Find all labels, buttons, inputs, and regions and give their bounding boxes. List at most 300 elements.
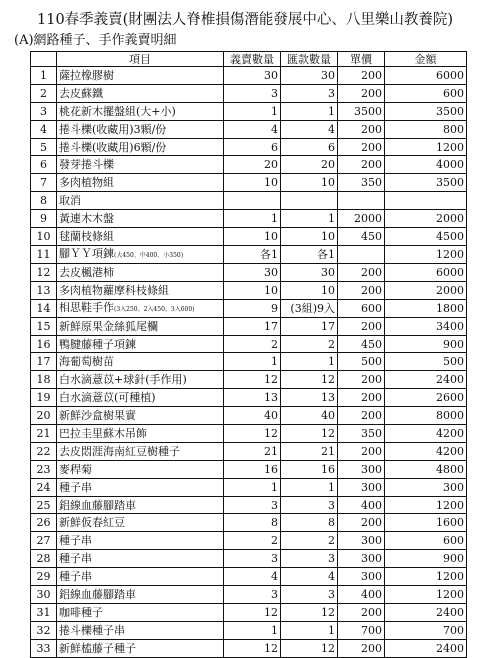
item-name-cell <box>57 371 224 389</box>
item-name: 海葡萄樹苗 <box>59 355 114 369</box>
unit-price-cell <box>338 586 385 604</box>
amount-cell <box>385 407 467 425</box>
sale-quantity-cell <box>224 335 281 353</box>
unit-price-cell <box>338 621 385 639</box>
item-name-cell <box>57 550 224 568</box>
item-name: 鴨腱藤種子項鍊 <box>59 337 136 351</box>
row-number-cell <box>31 460 57 478</box>
table-row <box>31 478 467 496</box>
item-name-cell <box>57 603 224 621</box>
unit-price-cell <box>338 389 385 407</box>
amount: 300 <box>443 480 464 494</box>
sale-quantity: 9 <box>271 301 278 315</box>
sale-quantity: 1 <box>271 355 278 369</box>
paid-quantity-cell <box>281 371 338 389</box>
row-number: 14 <box>36 301 51 315</box>
amount: 2000 <box>436 212 464 226</box>
item-name: 種子串 <box>59 534 92 548</box>
paid-quantity-cell <box>281 568 338 586</box>
row-number-cell <box>31 281 57 299</box>
table-row <box>31 102 467 120</box>
paid-quantity-cell <box>281 586 338 604</box>
item-name: 捲斗櫟(收藏用)3顆/份 <box>59 122 167 136</box>
item-name: 新鮮仮春紅豆 <box>59 516 125 530</box>
unit-price: 200 <box>361 516 382 530</box>
amount: 900 <box>443 337 464 351</box>
paid-quantity-cell <box>281 460 338 478</box>
row-number: 7 <box>40 176 47 190</box>
row-number: 3 <box>40 104 47 118</box>
amount-cell <box>385 263 467 281</box>
paid-quantity: 12 <box>321 605 335 619</box>
paid-quantity: 2 <box>328 534 335 548</box>
row-number-cell <box>31 478 57 496</box>
amount-cell <box>385 550 467 568</box>
amount-cell <box>385 138 467 156</box>
paid-quantity-cell <box>281 156 338 174</box>
amount-cell <box>385 603 467 621</box>
item-name-cell <box>57 263 224 281</box>
amount-cell <box>385 67 467 85</box>
amount-cell <box>385 102 467 120</box>
amount: 1200 <box>436 247 464 261</box>
paid-quantity-cell <box>281 389 338 407</box>
paid-quantity: 4 <box>328 570 335 584</box>
sale-quantity: 10 <box>264 229 278 243</box>
paid-quantity-cell <box>281 514 338 532</box>
amount-cell <box>385 389 467 407</box>
paid-quantity: 30 <box>321 265 335 279</box>
amount: 900 <box>443 552 464 566</box>
row-number-cell <box>31 156 57 174</box>
item-note: (大450、中400、小350) <box>114 251 184 259</box>
paid-quantity-cell <box>281 317 338 335</box>
sale-quantity-cell <box>224 550 281 568</box>
unit-price: 450 <box>361 229 382 243</box>
row-number: 32 <box>36 623 51 637</box>
item-name-cell <box>57 102 224 120</box>
paid-quantity: 1 <box>328 212 335 226</box>
sale-quantity-cell <box>224 138 281 156</box>
item-name-cell <box>57 586 224 604</box>
table-row <box>31 228 467 246</box>
amount: 800 <box>443 122 464 136</box>
unit-price: 200 <box>361 86 382 100</box>
unit-price: 200 <box>361 444 382 458</box>
paid-quantity: 10 <box>321 229 335 243</box>
paid-quantity-cell <box>281 442 338 460</box>
paid-quantity-cell <box>281 353 338 371</box>
row-number: 17 <box>36 355 51 369</box>
item-name: 多肉植物蘿摩科枝條組 <box>59 283 169 297</box>
paid-quantity: 3 <box>328 587 335 601</box>
item-name-cell <box>57 120 224 138</box>
table-row <box>31 174 467 192</box>
unit-price-cell <box>338 67 385 85</box>
amount: 4200 <box>436 426 464 440</box>
amount-cell <box>385 317 467 335</box>
unit-price: 400 <box>361 587 382 601</box>
paid-quantity: 30 <box>321 68 335 82</box>
sale-quantity: 4 <box>271 122 278 136</box>
sale-quantity-cell <box>224 496 281 514</box>
table-row <box>31 603 467 621</box>
row-number-cell <box>31 210 57 228</box>
amount-cell <box>385 460 467 478</box>
amount-cell <box>385 156 467 174</box>
amount: 2400 <box>436 605 464 619</box>
unit-price-cell <box>338 353 385 371</box>
item-name-cell <box>57 568 224 586</box>
row-number-cell <box>31 496 57 514</box>
paid-quantity-cell <box>281 245 338 263</box>
unit-price-cell <box>338 603 385 621</box>
item-name: 鋁線血藤腳踏車 <box>59 587 136 601</box>
sale-quantity-cell <box>224 84 281 102</box>
paid-quantity-cell <box>281 138 338 156</box>
sale-quantity: 1 <box>271 480 278 494</box>
sale-quantity-cell <box>224 389 281 407</box>
paid-quantity-cell <box>281 120 338 138</box>
table-row <box>31 371 467 389</box>
row-number-cell <box>31 120 57 138</box>
unit-price: 200 <box>361 122 382 136</box>
paid-quantity: 各1 <box>317 247 335 261</box>
amount-cell <box>385 371 467 389</box>
paid-quantity: 12 <box>321 426 335 440</box>
paid-quantity: 3 <box>328 86 335 100</box>
table-row <box>31 120 467 138</box>
unit-price-cell <box>338 335 385 353</box>
row-number-cell <box>31 299 57 317</box>
paid-quantity-cell <box>281 192 338 210</box>
paid-quantity: 40 <box>321 409 335 423</box>
item-name-cell <box>57 138 224 156</box>
sale-quantity-cell <box>224 210 281 228</box>
sale-quantity: 12 <box>264 426 278 440</box>
table-row <box>31 210 467 228</box>
row-number: 8 <box>40 194 47 208</box>
sale-quantity: 12 <box>264 373 278 387</box>
paid-quantity: 10 <box>321 283 335 297</box>
item-name-cell <box>57 496 224 514</box>
paid-quantity: 6 <box>328 140 335 154</box>
sale-quantity: 1 <box>271 623 278 637</box>
item-name: 相思鞋手作 <box>59 300 114 314</box>
table-row <box>31 442 467 460</box>
unit-price: 350 <box>361 426 382 440</box>
amount: 1200 <box>436 570 464 584</box>
item-name: 捲斗櫟種子串 <box>59 623 125 637</box>
row-number: 21 <box>36 426 51 440</box>
sale-quantity-cell <box>224 192 281 210</box>
paid-quantity: 21 <box>321 444 335 458</box>
amount: 2400 <box>436 373 464 387</box>
item-name: 薩拉橡膠樹 <box>59 68 114 82</box>
sale-quantity: 12 <box>264 641 278 655</box>
item-name: 發芽捲斗櫟 <box>59 158 114 172</box>
unit-price: 200 <box>361 641 382 655</box>
sale-quantity-cell <box>224 120 281 138</box>
paid-quantity-cell <box>281 603 338 621</box>
row-number: 19 <box>36 391 51 405</box>
row-number: 1 <box>40 68 47 82</box>
amount-cell <box>385 174 467 192</box>
unit-price-cell <box>338 120 385 138</box>
paid-quantity: 1 <box>328 480 335 494</box>
paid-quantity: 13 <box>321 391 335 405</box>
paid-quantity-cell <box>281 478 338 496</box>
amount: 4800 <box>436 462 464 476</box>
unit-price: 300 <box>361 570 382 584</box>
paid-quantity-cell <box>281 425 338 443</box>
row-number-cell <box>31 389 57 407</box>
amount: 6000 <box>436 68 464 82</box>
amount: 2000 <box>436 283 464 297</box>
row-number-cell <box>31 67 57 85</box>
row-number: 18 <box>36 373 51 387</box>
unit-price-cell <box>338 102 385 120</box>
sale-quantity-cell <box>224 281 281 299</box>
amount-cell <box>385 478 467 496</box>
row-number-cell <box>31 550 57 568</box>
paid-quantity: 12 <box>321 373 335 387</box>
table-row <box>31 353 467 371</box>
unit-price: 700 <box>361 623 382 637</box>
unit-price: 300 <box>361 480 382 494</box>
paid-quantity: (3組)9入 <box>290 301 335 315</box>
sale-quantity-cell <box>224 67 281 85</box>
item-name: 腳ＹＹ項鍊 <box>59 246 114 260</box>
unit-price-cell <box>338 317 385 335</box>
unit-price-cell <box>338 210 385 228</box>
unit-price-cell <box>338 371 385 389</box>
item-name: 白水滴薏苡(可種植) <box>59 391 156 405</box>
amount-cell <box>385 84 467 102</box>
unit-price: 2000 <box>354 212 382 226</box>
row-number: 10 <box>36 229 51 243</box>
item-name: 取消 <box>59 194 81 208</box>
item-name: 咖啡種子 <box>59 605 103 619</box>
header-no <box>31 52 57 67</box>
table-row <box>31 335 467 353</box>
row-number-cell <box>31 192 57 210</box>
sale-quantity-cell <box>224 353 281 371</box>
paid-quantity: 1 <box>328 623 335 637</box>
row-number: 2 <box>40 86 47 100</box>
table-row <box>31 550 467 568</box>
amount: 500 <box>443 355 464 369</box>
row-number-cell <box>31 317 57 335</box>
amount: 3500 <box>436 104 464 118</box>
amount: 4500 <box>436 229 464 243</box>
unit-price: 200 <box>361 319 382 333</box>
sale-quantity: 1 <box>271 212 278 226</box>
item-name-cell <box>57 532 224 550</box>
sale-quantity: 40 <box>264 409 278 423</box>
sale-quantity: 4 <box>271 570 278 584</box>
amount-cell <box>385 568 467 586</box>
amount-cell <box>385 586 467 604</box>
paid-quantity: 10 <box>321 176 335 190</box>
row-number: 13 <box>36 283 51 297</box>
table-row <box>31 389 467 407</box>
amount: 1600 <box>436 516 464 530</box>
paid-quantity-cell <box>281 67 338 85</box>
row-number: 4 <box>40 122 47 136</box>
row-number: 27 <box>36 534 51 548</box>
amount: 4000 <box>436 158 464 172</box>
row-number: 22 <box>36 444 51 458</box>
unit-price-cell <box>338 639 385 657</box>
item-name: 種子串 <box>59 570 92 584</box>
sale-quantity-cell <box>224 425 281 443</box>
table-row <box>31 568 467 586</box>
item-name-cell <box>57 407 224 425</box>
item-name-cell <box>57 639 224 657</box>
amount-cell <box>385 245 467 263</box>
paid-quantity-cell <box>281 210 338 228</box>
row-number-cell <box>31 639 57 657</box>
row-number-cell <box>31 263 57 281</box>
row-number: 30 <box>36 587 51 601</box>
amount-cell <box>385 353 467 371</box>
amount: 1800 <box>436 301 464 315</box>
table-row <box>31 407 467 425</box>
amount-cell <box>385 639 467 657</box>
row-number: 25 <box>36 498 51 512</box>
unit-price-cell <box>338 174 385 192</box>
header-sale-qty: 義賣數量 <box>224 52 281 67</box>
header-item: 項目 <box>57 52 224 67</box>
sale-quantity-cell <box>224 586 281 604</box>
paid-quantity-cell <box>281 281 338 299</box>
unit-price-cell <box>338 478 385 496</box>
item-name: 巴拉圭里蘇木吊飾 <box>59 426 147 440</box>
unit-price-cell <box>338 407 385 425</box>
table-row <box>31 532 467 550</box>
row-number-cell <box>31 425 57 443</box>
unit-price-cell <box>338 84 385 102</box>
item-name-cell <box>57 389 224 407</box>
row-number: 23 <box>36 462 51 476</box>
sale-quantity-cell <box>224 263 281 281</box>
row-number: 33 <box>36 641 51 655</box>
row-number: 6 <box>40 158 47 172</box>
row-number-cell <box>31 102 57 120</box>
unit-price-cell <box>338 532 385 550</box>
unit-price-cell <box>338 568 385 586</box>
sale-quantity-cell <box>224 407 281 425</box>
item-name-cell <box>57 353 224 371</box>
item-name-cell <box>57 281 224 299</box>
row-number: 16 <box>36 337 51 351</box>
unit-price-cell <box>338 245 385 263</box>
unit-price-cell <box>338 192 385 210</box>
row-number: 28 <box>36 552 51 566</box>
amount: 1200 <box>436 587 464 601</box>
unit-price-cell <box>338 442 385 460</box>
table-row <box>31 84 467 102</box>
sale-quantity-cell <box>224 245 281 263</box>
amount-cell <box>385 299 467 317</box>
amount-cell <box>385 621 467 639</box>
row-number-cell <box>31 586 57 604</box>
item-name-cell <box>57 210 224 228</box>
amount: 1200 <box>436 498 464 512</box>
sale-quantity-cell <box>224 532 281 550</box>
amount-cell <box>385 425 467 443</box>
unit-price-cell <box>338 514 385 532</box>
table-row <box>31 317 467 335</box>
amount: 600 <box>443 534 464 548</box>
sale-quantity-cell <box>224 156 281 174</box>
amount-cell <box>385 210 467 228</box>
amount-cell <box>385 192 467 210</box>
item-name-cell <box>57 442 224 460</box>
row-number-cell <box>31 371 57 389</box>
item-note: (3入250、2入450、3入600) <box>114 305 195 313</box>
amount: 3400 <box>436 319 464 333</box>
unit-price-cell <box>338 496 385 514</box>
unit-price-cell <box>338 263 385 281</box>
row-number: 9 <box>40 212 47 226</box>
sale-quantity-cell <box>224 174 281 192</box>
unit-price: 3500 <box>354 104 382 118</box>
sale-quantity-cell <box>224 442 281 460</box>
sale-quantity-cell <box>224 460 281 478</box>
row-number: 12 <box>36 265 51 279</box>
unit-price-cell <box>338 156 385 174</box>
row-number-cell <box>31 407 57 425</box>
item-name-cell <box>57 317 224 335</box>
unit-price-cell <box>338 228 385 246</box>
unit-price: 400 <box>361 498 382 512</box>
table-row <box>31 245 467 263</box>
unit-price: 200 <box>361 265 382 279</box>
unit-price-cell <box>338 138 385 156</box>
table-row <box>31 639 467 657</box>
row-number-cell <box>31 228 57 246</box>
paid-quantity-cell <box>281 532 338 550</box>
header-price: 單價 <box>338 52 385 67</box>
row-number: 11 <box>36 247 51 261</box>
unit-price: 200 <box>361 158 382 172</box>
amount: 1200 <box>436 140 464 154</box>
sale-quantity: 30 <box>264 265 278 279</box>
unit-price: 200 <box>361 140 382 154</box>
unit-price: 200 <box>361 391 382 405</box>
section-subtitle: (A)網路種子、手作義賣明細 <box>14 33 177 48</box>
amount-cell <box>385 514 467 532</box>
paid-quantity-cell <box>281 639 338 657</box>
paid-quantity-cell <box>281 407 338 425</box>
item-name: 捲斗櫟(收藏用)6顆/份 <box>59 140 167 154</box>
item-name: 鋁線血藤腳踏車 <box>59 498 136 512</box>
unit-price: 450 <box>361 337 382 351</box>
amount: 600 <box>443 86 464 100</box>
paid-quantity-cell <box>281 84 338 102</box>
item-name: 黃連木木盤 <box>59 212 114 226</box>
table-row <box>31 586 467 604</box>
paid-quantity: 16 <box>321 462 335 476</box>
amount-cell <box>385 442 467 460</box>
table-row <box>31 263 467 281</box>
table-row <box>31 460 467 478</box>
row-number: 29 <box>36 570 51 584</box>
header-paid-qty: 匯款數量 <box>281 52 338 67</box>
item-name: 種子串 <box>59 552 92 566</box>
